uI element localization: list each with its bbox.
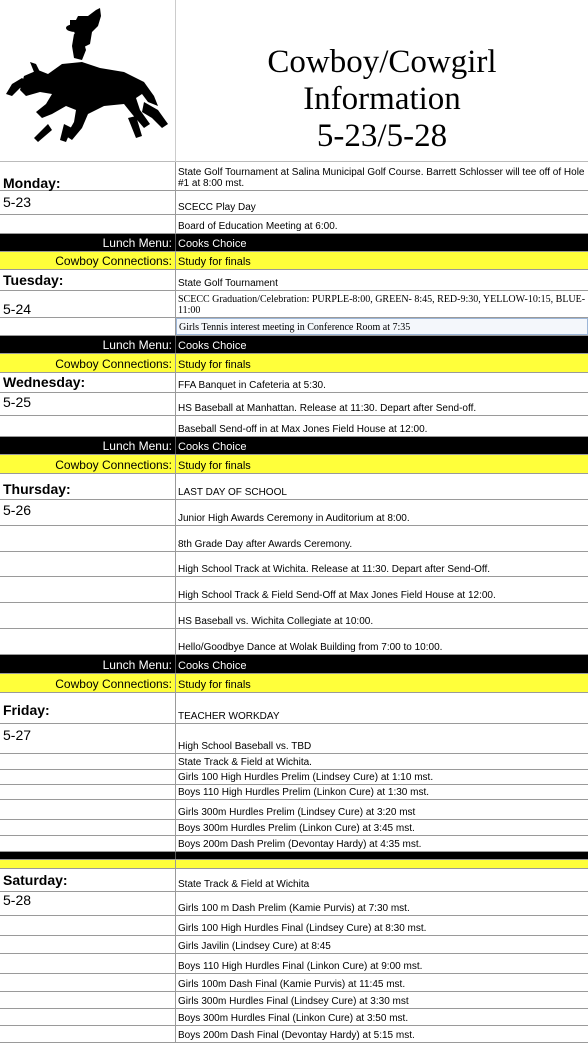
table-row xyxy=(0,1009,588,1026)
event-text: HS Baseball at Manhattan. Release at 11:30. Depart after Send-off. xyxy=(178,403,477,414)
connections-row xyxy=(0,455,588,474)
lunch-menu-value: Cooks Choice xyxy=(178,340,247,352)
table-row xyxy=(0,836,588,852)
lunch-row xyxy=(0,852,588,860)
table-row xyxy=(0,215,588,234)
table-row xyxy=(0,291,588,318)
connections-value: Study for finals xyxy=(178,359,251,371)
lunch-row xyxy=(0,655,588,674)
day-label-monday: Monday: xyxy=(3,175,61,191)
event-text: TEACHER WORKDAY xyxy=(178,711,280,722)
event-text: Baseball Send-off in at Max Jones Field House at 12:00. xyxy=(178,424,428,435)
event-text: State Golf Tournament at Salina Municipal Golf Course. Barrett Schlosser will tee off of Hole #1 at 8:00 mst. xyxy=(178,167,585,189)
event-text: Girls 100m Dash Final (Kamie Purvis) at 11:45 mst. xyxy=(178,979,406,990)
date-label-thursday: 5-26 xyxy=(3,502,32,518)
event-text: Girls 100 High Hurdles Final (Lindsey Cure) at 8:30 mst. xyxy=(178,923,427,934)
lunch-menu-label: Lunch Menu: xyxy=(102,439,172,453)
table-row xyxy=(0,770,588,785)
header xyxy=(0,0,588,162)
event-text: Girls 100 m Dash Prelim (Kamie Purvis) at 7:30 mst. xyxy=(178,903,410,914)
event-text: FFA Banquet in Cafeteria at 5:30. xyxy=(178,380,326,391)
event-text: SCECC Graduation/Celebration: PURPLE-8:00, GREEN- 8:45, RED-9:30, YELLOW-10:15, BLUE-11:00 xyxy=(178,294,586,316)
event-text: High School Track & Field Send-Off at Max Jones Field House at 12:00. xyxy=(178,590,496,601)
date-label-saturday: 5-28 xyxy=(3,892,32,908)
event-text: Boys 300m Hurdles Final (Linkon Cure) at 3:50 mst. xyxy=(178,1013,409,1024)
connections-label: Cowboy Connections: xyxy=(55,357,172,371)
page-title-line-1: Cowboy/Cowgirl xyxy=(267,44,497,80)
logo-cell xyxy=(0,0,176,162)
table-row xyxy=(0,552,588,577)
event-text: HS Baseball vs. Wichita Collegiate at 10:00. xyxy=(178,616,374,627)
event-text: Girls Javilin (Lindsey Cure) at 8:45 xyxy=(178,941,331,952)
event-text: Boys 110 High Hurdles Final (Linkon Cure) at 9:00 mst. xyxy=(178,961,423,972)
connections-value: Study for finals xyxy=(178,256,251,268)
table-row xyxy=(0,1026,588,1043)
event-text: High School Baseball vs. TBD xyxy=(178,741,312,752)
event-text: Boys 300m Hurdles Prelim (Linkon Cure) at 3:45 mst. xyxy=(178,823,415,834)
table-row xyxy=(0,785,588,800)
table-row xyxy=(0,754,588,770)
day-label-saturday: Saturday: xyxy=(3,872,68,888)
table-row xyxy=(0,974,588,992)
table-row xyxy=(0,500,588,526)
connections-label: Cowboy Connections: xyxy=(55,254,172,268)
event-text: Hello/Goodbye Dance at Wolak Building from 7:00 to 10:00. xyxy=(178,642,443,653)
date-label-tuesday: 5-24 xyxy=(3,301,32,317)
day-label-thursday: Thursday: xyxy=(3,481,71,497)
bronco-rider-icon xyxy=(4,6,170,152)
event-text: Girls 300m Hurdles Prelim (Lindsey Cure) at 3:20 mst xyxy=(178,807,416,818)
lunch-menu-label: Lunch Menu: xyxy=(102,658,172,672)
table-row xyxy=(0,393,588,416)
title-cell xyxy=(176,0,588,162)
table-row xyxy=(0,820,588,836)
date-label-wednesday: 5-25 xyxy=(3,394,32,410)
date-label-friday: 5-27 xyxy=(3,727,32,743)
day-label-tuesday: Tuesday: xyxy=(3,272,64,288)
event-text: State Track & Field at Wichita. xyxy=(178,757,312,768)
day-label-friday: Friday: xyxy=(3,702,50,718)
event-text: Girls 100 High Hurdles Prelim (Lindsey Cure) at 1:10 mst. xyxy=(178,772,434,783)
lunch-menu-label: Lunch Menu: xyxy=(102,236,172,250)
lunch-menu-value: Cooks Choice xyxy=(178,660,247,672)
lunch-menu-value: Cooks Choice xyxy=(178,238,247,250)
connections-label: Cowboy Connections: xyxy=(55,458,172,472)
event-text: Junior High Awards Ceremony in Auditorium at 8:00. xyxy=(178,513,410,524)
lunch-menu-label: Lunch Menu: xyxy=(102,338,172,352)
lunch-menu-value: Cooks Choice xyxy=(178,441,247,453)
connections-label: Cowboy Connections: xyxy=(55,677,172,691)
connections-value: Study for finals xyxy=(178,679,251,691)
lunch-row xyxy=(0,234,588,252)
lunch-row xyxy=(0,437,588,455)
connections-value: Study for finals xyxy=(178,460,251,472)
event-text: Girls 300m Hurdles Final (Lindsey Cure) at 3:30 mst xyxy=(178,996,409,1007)
table-row xyxy=(0,800,588,820)
event-text: State Track & Field at Wichita xyxy=(178,879,310,890)
table-row xyxy=(0,724,588,754)
lunch-row xyxy=(0,336,588,354)
table-row xyxy=(0,191,588,215)
event-text: 8th Grade Day after Awards Ceremony. xyxy=(178,539,353,550)
event-text: LAST DAY OF SCHOOL xyxy=(178,487,287,498)
page-title-line-2: Information xyxy=(303,81,461,117)
table-row xyxy=(0,373,588,393)
table-row xyxy=(0,474,588,500)
event-text: SCECC Play Day xyxy=(178,202,256,213)
connections-row xyxy=(0,674,588,693)
date-label-monday: 5-23 xyxy=(3,194,32,210)
connections-row xyxy=(0,354,588,373)
table-row xyxy=(0,318,588,336)
event-text: High School Track at Wichita. Release at 11:30. Depart after Send-Off. xyxy=(178,564,491,575)
table-row xyxy=(0,603,588,629)
table-row xyxy=(0,162,588,191)
page-title-line-3: 5-23/5-28 xyxy=(316,118,448,154)
table-row xyxy=(0,526,588,552)
connections-row xyxy=(0,860,588,869)
table-row xyxy=(0,629,588,655)
table-row xyxy=(0,916,588,936)
event-text: Board of Education Meeting at 6:00. xyxy=(178,221,338,232)
table-row xyxy=(0,892,588,916)
connections-row xyxy=(0,252,588,270)
schedule-table xyxy=(0,162,588,1043)
event-text: Boys 110 High Hurdles Prelim (Linkon Cure) at 1:30 mst. xyxy=(178,787,430,798)
table-row xyxy=(0,416,588,437)
day-label-wednesday: Wednesday: xyxy=(3,374,86,390)
table-row xyxy=(0,693,588,724)
event-text: Boys 200m Dash Final (Devontay Hardy) at 5:15 mst. xyxy=(178,1030,415,1041)
event-text: Boys 200m Dash Prelim (Devontay Hardy) at 4:35 mst. xyxy=(178,839,422,850)
table-row xyxy=(0,954,588,974)
table-row xyxy=(0,869,588,892)
event-text: Girls Tennis interest meeting in Conference Room at 7:35 xyxy=(179,322,411,333)
event-text: State Golf Tournament xyxy=(178,278,278,289)
table-row xyxy=(0,270,588,291)
table-row xyxy=(0,577,588,603)
table-row xyxy=(0,936,588,954)
table-row xyxy=(0,992,588,1009)
